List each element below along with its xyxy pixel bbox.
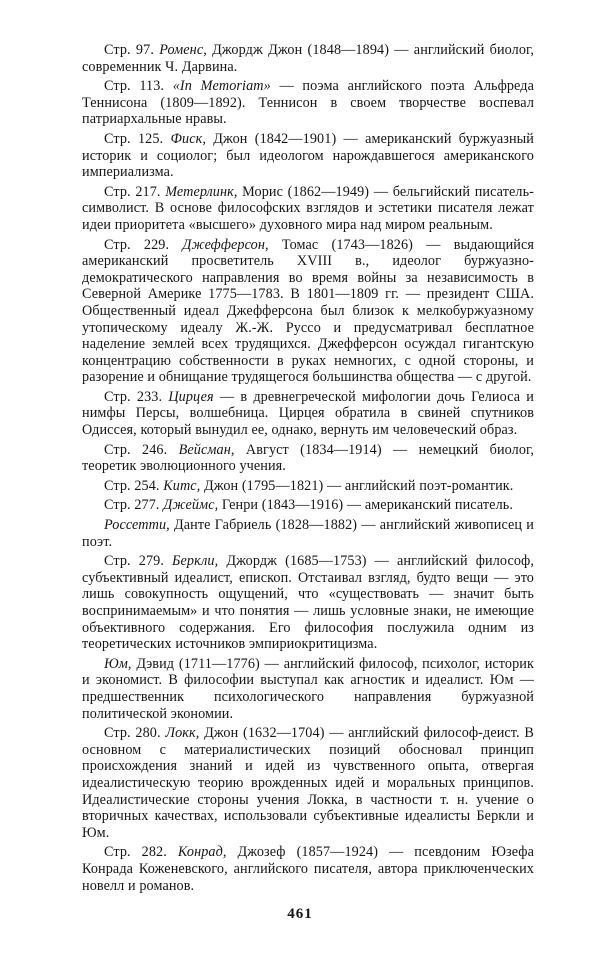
entry-page-ref: Стр. 233. (104, 388, 163, 405)
entry-name: Локк, (165, 725, 200, 742)
entry-name: Цирцея (168, 388, 214, 405)
entry-text: — поэма английского поэта Альфреда Теннисона (1809—1892). Теннисон в своем творчестве воспевал патриархальные нравы. (82, 78, 534, 128)
entry-text: Генри (1843—1916) — американский писатель. (221, 497, 513, 514)
entry-fiske (82, 131, 534, 181)
entry-berkeley (82, 553, 534, 653)
entry-romanes (82, 42, 534, 75)
entry-page-ref: Стр. 125. (104, 130, 164, 147)
entry-text: Морис (1862—1949) — бельгийский писатель-символист. В основе философских взглядов и эстетики писателя лежат идеи приоритета «высшего» духовного мира над миром реальным. (82, 183, 534, 233)
entry-text: Джозеф (1857—1924) — псевдоним Юзефа Конрада Коженевского, английского писателя, автора приключенческих новелл и романов. (82, 844, 534, 894)
entry-page-ref: Стр. 280. (104, 725, 161, 742)
entry-text: Данте Габриель (1828—1882) — английский живописец и поэт. (82, 517, 534, 550)
entry-page-ref: Стр. 217. (104, 183, 161, 200)
entry-page-ref: Стр. 229. (104, 236, 170, 253)
entry-james (82, 497, 534, 514)
entry-circe (82, 389, 534, 439)
entry-name: Джефферсон, (182, 236, 269, 253)
entry-text: Август (1834—1914) — немецкий биолог, теоретик эволюционного учения. (82, 441, 534, 475)
entry-name: Метерлинк, (165, 183, 238, 200)
entry-in-memoriam (82, 78, 534, 128)
entry-text: Джордж Джон (1848—1894) — английский биолог, современник Ч. Дарвина. (82, 42, 535, 75)
entry-name: Россетти, (104, 517, 170, 534)
page-number: 461 (287, 906, 313, 922)
entry-name: «In Memoriam» (172, 78, 271, 95)
entry-page-ref: Стр. 279. (104, 553, 164, 570)
entry-conrad (82, 844, 534, 894)
entry-name: Роменс, (159, 42, 207, 58)
entry-text: — в древнегреческой мифологии дочь Гелиоса и нимфы Персы, волшебница. Цирцея обратила в свиней спутников Одиссея, который вынудил ее, однако, вернуть им человеческий образ. (82, 388, 534, 439)
entry-name: Китс, (163, 477, 201, 494)
entry-name: Вейсман, (178, 441, 235, 458)
entry-rossetti (82, 517, 534, 550)
entry-weismann (82, 442, 534, 475)
entry-page-ref: Стр. 277. (104, 497, 160, 514)
entry-page-ref: Стр. 254. (104, 477, 160, 494)
entry-name: Юм, (104, 655, 132, 672)
entry-page-ref: Стр. 282. (104, 844, 167, 861)
entry-name: Фиск, (170, 130, 206, 147)
entry-text: Дэвид (1711—1776) — английский философ, психолог, историк и экономист. В философии выступал как агностик и идеалист. Юм — предшественник психологического направления буржуазной политической экономии. (82, 655, 534, 722)
entry-jefferson (82, 237, 534, 386)
entry-name: Конрад, (177, 844, 227, 861)
entry-text: Джон (1842—1901) — американский буржуазный историк и социолог; был идеологом нарождавшегося американского империализма. (82, 130, 534, 181)
entry-keats (82, 478, 534, 495)
entry-text: Джон (1632—1704) — английский философ-деист. В основном с материалистических позиций обосновал принцип происхождения знаний и идей из чувственного опыта, отвергая идеалистическую теорию врожденных идей и моральных принципов. Идеалистические стороны учения Локка, в частности т. н. учение о вторичных качествах, использовали субъективные идеалисты Беркли и Юм. (82, 725, 534, 841)
entry-maeterlinck (82, 184, 534, 234)
entry-text: Томас (1743—1826) — выдающийся американский просветитель XVIII в., идеолог буржуазно-демократического направления во время войны за независимость в Северной Америке 1775—1783. В 1801—1809 гг. — президент США. Общественный идеал Джефферсона был близок к мелкобуржуазному утопическому идеалу Ж.-Ж. Руссо и предусматривал бесплатное наделение землей всех трудящихся. Джефферсон осуждал гигантскую концентрацию собственности в руках немногих, с одной стороны, и разорение и обнищание трудящегося большинства общества — с другой. (82, 236, 534, 386)
entry-hume (82, 656, 534, 722)
entry-page-ref: Стр. 113. (104, 78, 165, 95)
entry-name: Джеймс, (163, 497, 219, 514)
entry-text: Джордж (1685—1753) — английский философ, субъективный идеалист, епископ. Отстаивал взгляд, будто вещи — это лишь совокупность ощущений, что «существовать — значит быть воспринимаемым» и что понятия — лишь условные знаки, не имеющие объективного содержания. Его философия послужила одним из теоретических источников эмпириокритицизма. (82, 553, 534, 653)
entry-locke (82, 725, 534, 841)
commentary-list (82, 42, 534, 894)
entry-text: Джон (1795—1821) — английский поэт-романтик. (204, 477, 514, 494)
entry-page-ref: Стр. 246. (104, 441, 168, 458)
entry-name: Беркли, (172, 553, 219, 570)
entry-page-ref: Стр. 97. (104, 42, 154, 58)
